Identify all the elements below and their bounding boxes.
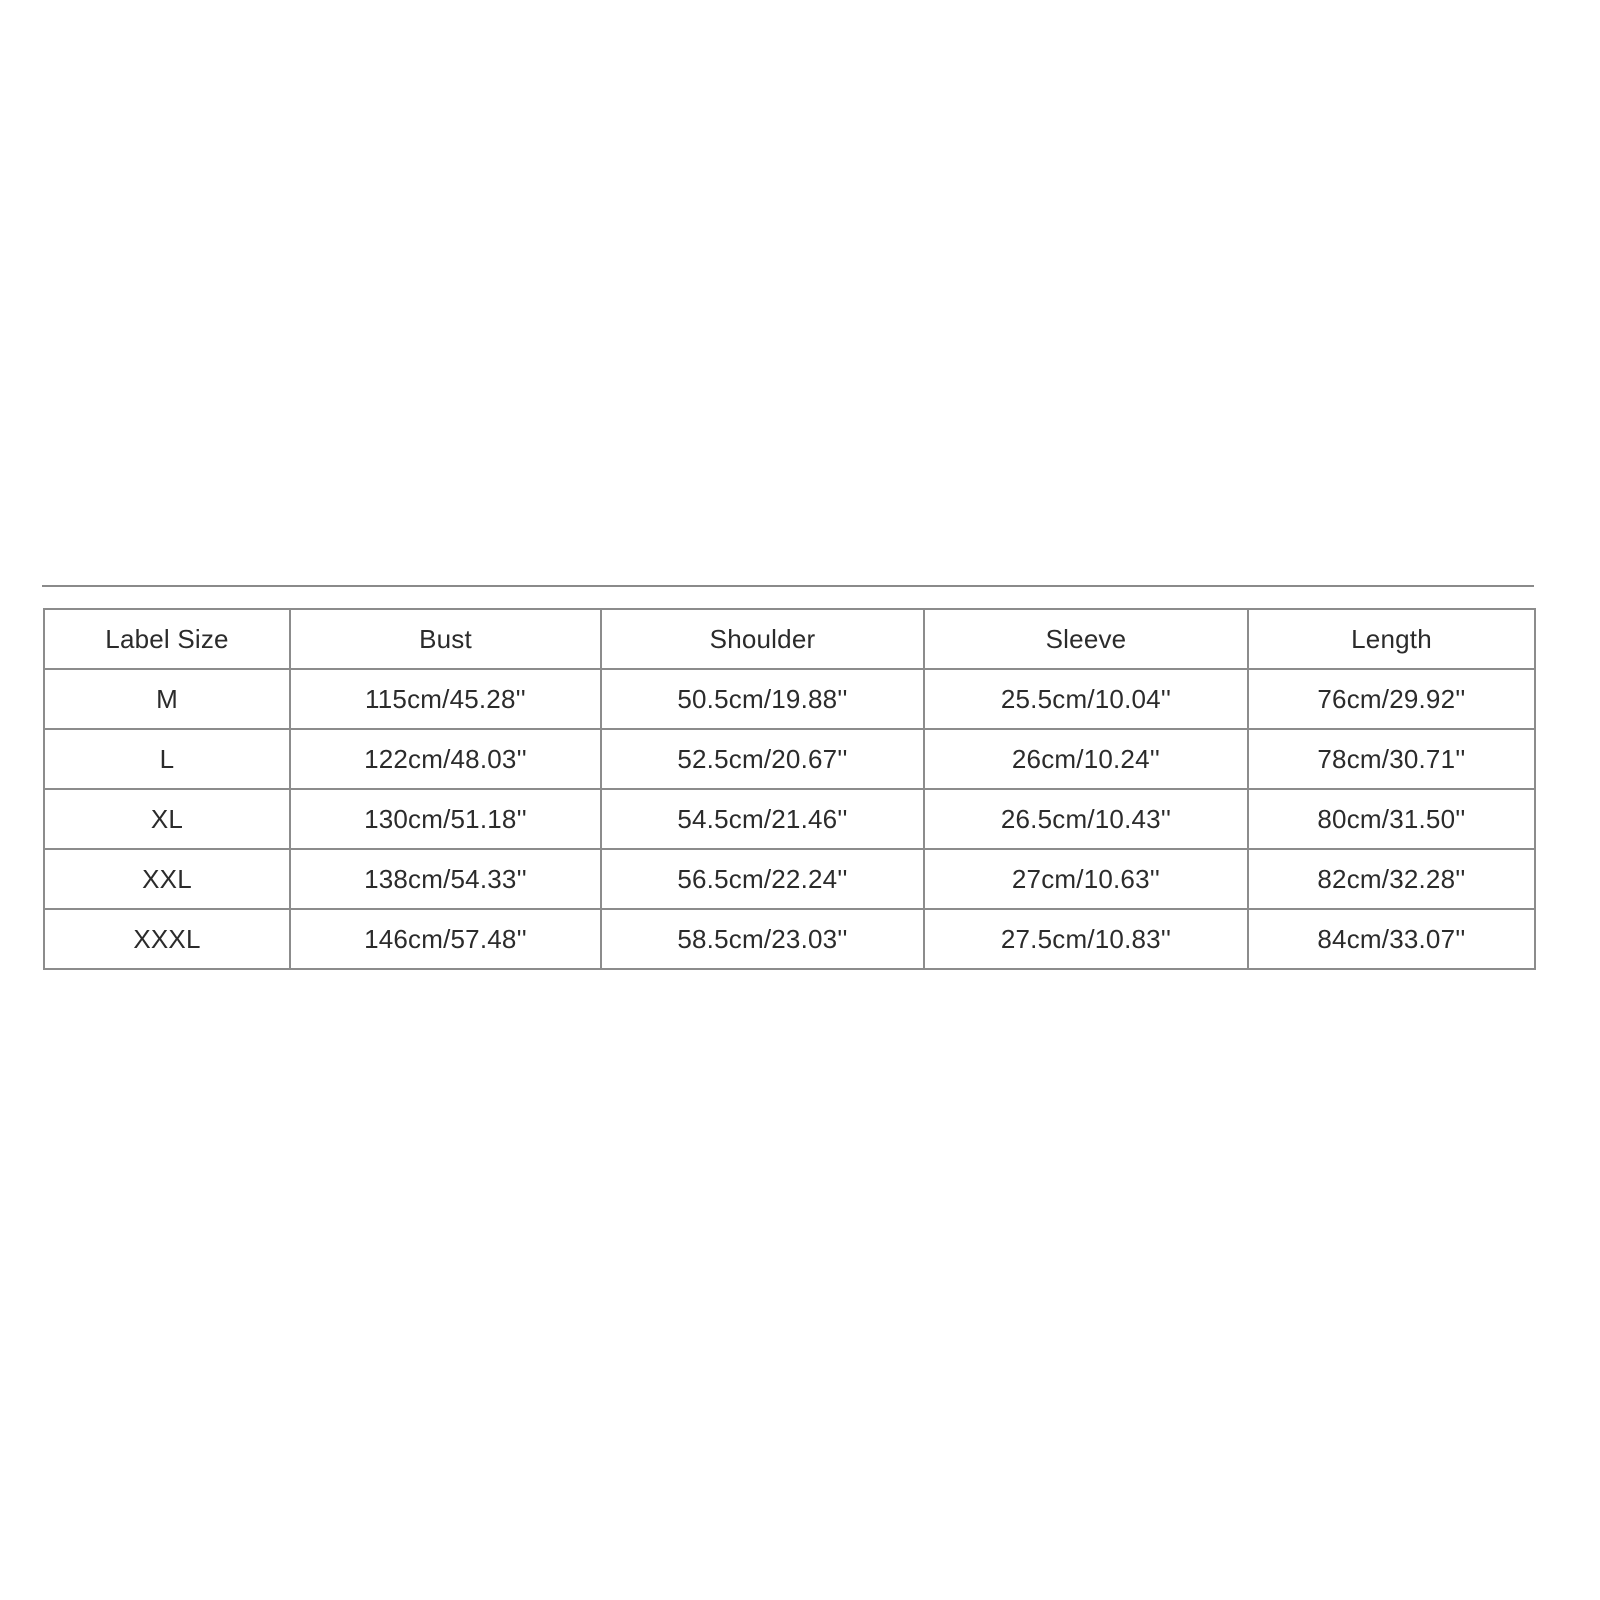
cell-label-size: M [44, 669, 290, 729]
cell-bust: 115cm/45.28'' [290, 669, 601, 729]
cell-label-size: XL [44, 789, 290, 849]
cell-sleeve: 26cm/10.24'' [924, 729, 1248, 789]
cell-label-size: XXXL [44, 909, 290, 969]
header-row [44, 609, 1535, 669]
cell-bust: 146cm/57.48'' [290, 909, 601, 969]
cell-sleeve: 27cm/10.63'' [924, 849, 1248, 909]
cell-shoulder: 54.5cm/21.46'' [601, 789, 924, 849]
header-sleeve: Sleeve [924, 609, 1248, 669]
divider-line [42, 585, 1534, 587]
cell-length: 82cm/32.28'' [1248, 849, 1535, 909]
cell-length: 80cm/31.50'' [1248, 789, 1535, 849]
table-row [44, 909, 1535, 969]
cell-bust: 122cm/48.03'' [290, 729, 601, 789]
cell-sleeve: 26.5cm/10.43'' [924, 789, 1248, 849]
header-label-size: Label Size [44, 609, 290, 669]
cell-shoulder: 58.5cm/23.03'' [601, 909, 924, 969]
table-row [44, 729, 1535, 789]
header-length: Length [1248, 609, 1535, 669]
cell-label-size: L [44, 729, 290, 789]
cell-length: 76cm/29.92'' [1248, 669, 1535, 729]
header-bust: Bust [290, 609, 601, 669]
cell-label-size: XXL [44, 849, 290, 909]
table-row [44, 789, 1535, 849]
cell-bust: 138cm/54.33'' [290, 849, 601, 909]
cell-bust: 130cm/51.18'' [290, 789, 601, 849]
cell-length: 78cm/30.71'' [1248, 729, 1535, 789]
header-shoulder: Shoulder [601, 609, 924, 669]
cell-length: 84cm/33.07'' [1248, 909, 1535, 969]
table-row [44, 669, 1535, 729]
size-chart-table [43, 608, 1536, 970]
cell-sleeve: 27.5cm/10.83'' [924, 909, 1248, 969]
cell-shoulder: 52.5cm/20.67'' [601, 729, 924, 789]
cell-sleeve: 25.5cm/10.04'' [924, 669, 1248, 729]
cell-shoulder: 50.5cm/19.88'' [601, 669, 924, 729]
table-row [44, 849, 1535, 909]
cell-shoulder: 56.5cm/22.24'' [601, 849, 924, 909]
